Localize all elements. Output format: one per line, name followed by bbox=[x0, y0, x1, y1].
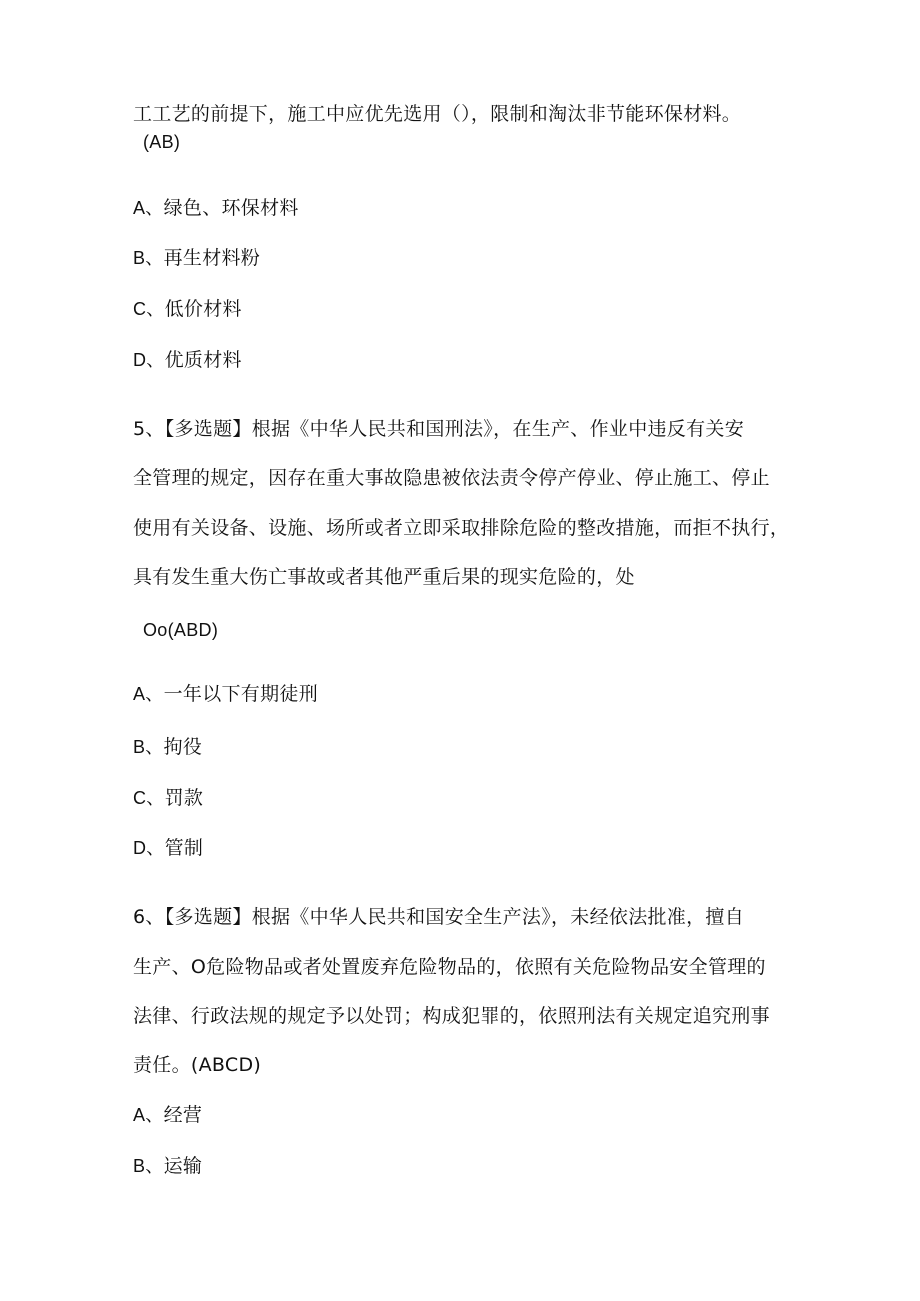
q5-option-b bbox=[133, 735, 202, 759]
q6-stem-line-1: 6、【多选题】根据《中华人民共和国安全生产法》，未经依法批准，擅自 bbox=[133, 906, 744, 928]
q5-option-d bbox=[133, 836, 203, 860]
q5-option-c bbox=[133, 786, 203, 810]
option-letter: D、 bbox=[133, 350, 165, 370]
option-letter: B、 bbox=[133, 1156, 164, 1176]
q5-stem-line-1: 5、【多选题】根据《中华人民共和国刑法》，在生产、作业中违反有关安 bbox=[133, 418, 744, 440]
option-text: 拘役 bbox=[163, 736, 203, 758]
q4-stem-line-1: 工工艺的前提下，施工中应优先选用（），限制和淘汰非节能环保材料。 bbox=[133, 103, 742, 125]
q4-option-b bbox=[133, 246, 260, 270]
option-letter: B、 bbox=[133, 248, 164, 268]
q5-answer: Oo(ABD) bbox=[143, 620, 219, 640]
option-text: 罚款 bbox=[164, 787, 204, 809]
option-text: 管制 bbox=[164, 837, 204, 859]
q4-option-c bbox=[133, 297, 242, 321]
option-text: 经营 bbox=[163, 1104, 203, 1126]
q6-option-b bbox=[133, 1154, 202, 1178]
option-letter: A、 bbox=[133, 684, 164, 704]
option-text: 一年以下有期徒刑 bbox=[163, 683, 319, 705]
option-letter: D、 bbox=[133, 838, 165, 858]
option-text: 再生材料粉 bbox=[163, 247, 261, 269]
q6-stem-line-3: 法律、行政法规的规定予以处罚；构成犯罪的，依照刑法有关规定追究刑事 bbox=[133, 1005, 770, 1027]
q5-stem-line-4: 具有发生重大伤亡事故或者其他严重后果的现实危险的，处 bbox=[133, 566, 635, 588]
q6-stem-line-2: 生产、O危险物品或者处置废弃危险物品的，依照有关危险物品安全管理的 bbox=[133, 956, 766, 978]
q6-stem-line-4: 责任。(ABCD) bbox=[133, 1054, 262, 1076]
option-letter: C、 bbox=[133, 788, 165, 808]
option-letter: A、 bbox=[133, 1105, 164, 1125]
option-text: 绿色、环保材料 bbox=[163, 197, 299, 219]
q4-option-a bbox=[133, 196, 299, 220]
option-text: 优质材料 bbox=[164, 349, 242, 371]
option-letter: A、 bbox=[133, 198, 164, 218]
option-letter: C、 bbox=[133, 299, 165, 319]
q5-option-a bbox=[133, 682, 318, 706]
q6-option-a bbox=[133, 1103, 202, 1127]
q5-stem-line-2: 全管理的规定，因存在重大事故隐患被依法责令停产停业、停止施工、停止 bbox=[133, 467, 770, 489]
option-letter: B、 bbox=[133, 737, 164, 757]
q5-stem-line-3: 使用有关设备、设施、场所或者立即采取排除危险的整改措施，而拒不执行， bbox=[133, 517, 790, 539]
q4-answer: (AB) bbox=[143, 132, 181, 152]
option-text: 低价材料 bbox=[164, 298, 242, 320]
option-text: 运输 bbox=[163, 1155, 203, 1177]
q4-option-d bbox=[133, 348, 242, 372]
